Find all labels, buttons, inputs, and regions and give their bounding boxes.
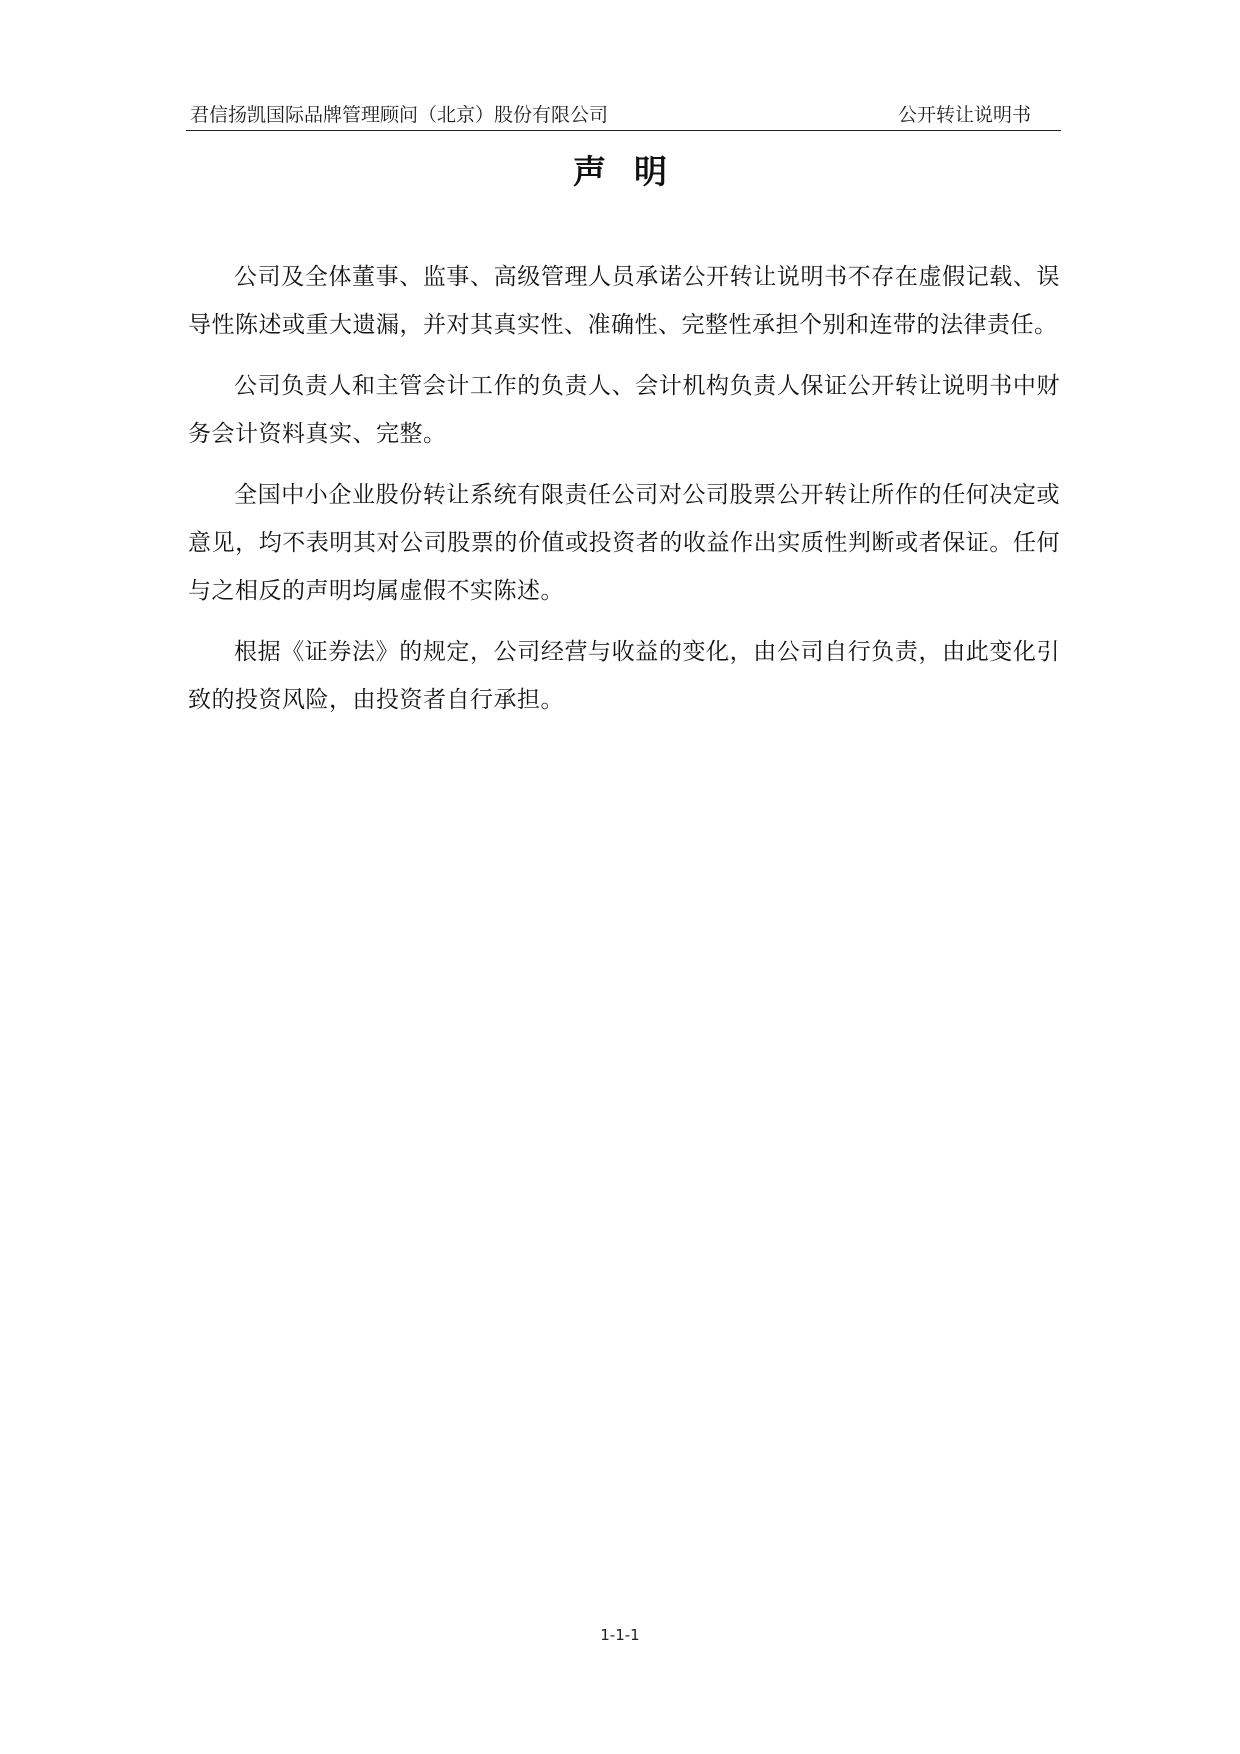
paragraph-directors-commitment: 公司及全体董事、监事、高级管理人员承诺公开转让说明书不存在虚假记载、误导性陈述或重大遗漏，并对其真实性、准确性、完整性承担个别和连带的法律责任。 [188,264,1060,338]
paragraph-investment-risk: 根据《证券法》的规定，公司经营与收益的变化，由公司自行负责，由此变化引致的投资风险，由投资者自行承担。 [188,639,1060,713]
page-number: 1-1-1 [600,1626,640,1644]
paragraph-neeq-disclaimer: 全国中小企业股份转让系统有限责任公司对公司股票公开转让所作的任何决定或意见，均不表明其对公司股票的价值或投资者的收益作出实质性判断或者保证。任何与之相反的声明均属虚假不实陈述。 [188,482,1060,604]
paragraph-financial-guarantee: 公司负责人和主管会计工作的负责人、会计机构负责人保证公开转让说明书中财务会计资料真实、完整。 [188,373,1060,447]
declaration-body [188,253,1060,737]
page-header [186,100,1061,131]
page-title: 声明 [573,152,695,191]
header-company-name: 君信扬凯国际品牌管理顾问（北京）股份有限公司 [190,104,609,126]
header-document-type: 公开转让说明书 [897,104,1031,126]
